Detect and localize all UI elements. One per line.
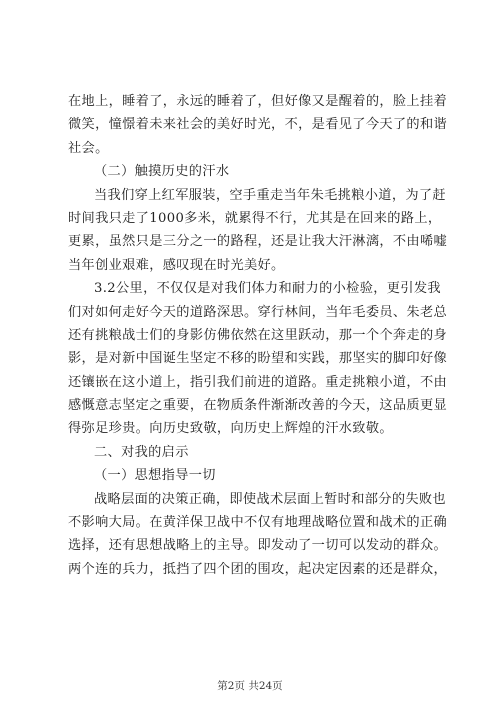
text-line: 当我们穿上红军服装，空手重走当年朱毛挑粮小道，为了赶 — [94, 187, 446, 203]
text-line: 时间我只走了1000多米，就累得不行，尤其是在回来的路上， — [68, 210, 442, 226]
text-line: 微笑，憧憬着未来社会的美好时光，不，是看见了今天了的和谐 — [68, 117, 448, 133]
text-line: 两个连的兵力，抵挡了四个团的围攻，起决定因素的还是群众， — [68, 561, 448, 577]
page-body — [68, 90, 448, 581]
text-line: 还有挑粮战士们的身影仿佛依然在这里跃动，那一个个奔走的身 — [68, 327, 448, 343]
text-line: 感慨意志坚定之重要，在物质条件渐渐改善的今天，这品质更显 — [68, 398, 448, 414]
section-subheading: （一）思想指导一切 — [94, 468, 216, 484]
text-line: 社会。 — [68, 140, 109, 156]
text-line: 影，是对新中国诞生坚定不移的盼望和实践，那坚实的脚印好像 — [68, 351, 448, 367]
text-line: 战略层面的决策正确，即使战术层面上暂时和部分的失败也 — [94, 491, 446, 507]
text-line: 还镶嵌在这小道上，指引我们前进的道路。重走挑粮小道，不由 — [68, 374, 448, 390]
text-line: 得弥足珍贵。向历史致敬，向历史上辉煌的汗水致敬。 — [68, 421, 393, 437]
text-line: 选择，还有思想战略上的主导。即发动了一切可以发动的群众。 — [68, 538, 448, 554]
page-footer — [0, 678, 500, 693]
page-number-label: 第2页 共24页 — [217, 680, 283, 692]
text-line: 当年创业艰难，感叹现在时光美好。 — [68, 257, 285, 273]
section-subheading: （二）触摸历史的汗水 — [94, 164, 230, 180]
section-heading: 二、对我的启示 — [94, 444, 189, 460]
text-line: 在地上，睡着了，永远的睡着了，但好像又是醒着的，脸上挂着 — [68, 94, 448, 109]
text-line: 不影响大局。在黄洋保卫战中不仅有地理战略位置和战术的正确 — [68, 515, 448, 531]
text-line: 3.2公里，不仅仅是对我们体力和耐力的小检验，更引发我 — [94, 281, 441, 297]
text-line: 更累，虽然只是三分之一的路程，还是让我大汗淋漓，不由唏嘘 — [68, 234, 448, 250]
text-line: 们对如何走好今天的道路深思。穿行林间，当年毛委员、朱老总 — [68, 304, 448, 320]
